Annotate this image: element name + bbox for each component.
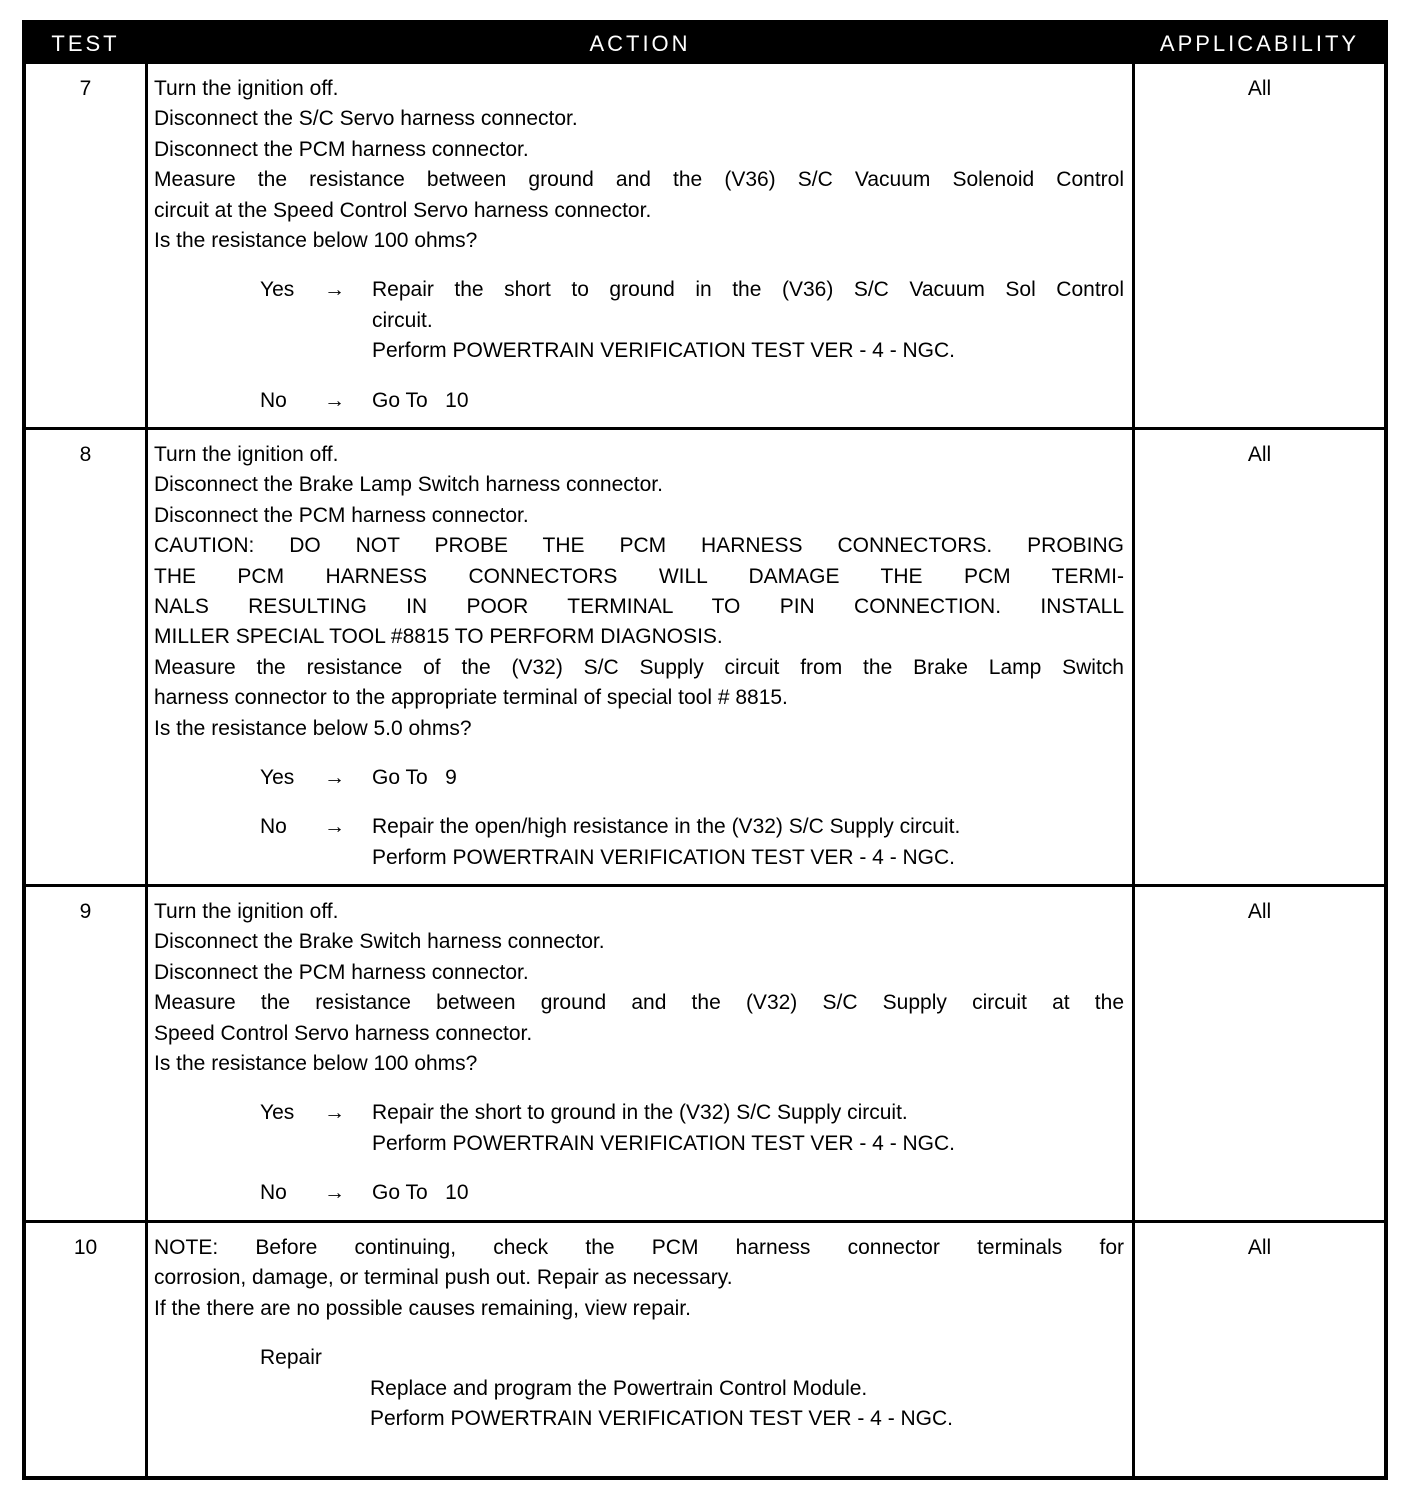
test-8-action <box>154 440 1124 873</box>
yes-response <box>154 275 1124 366</box>
caution-line: MILLER SPECIAL TOOL #8815 TO PERFORM DIAGNOSIS. <box>154 625 723 649</box>
row-divider <box>26 427 1384 430</box>
response-text: Go To 10 <box>372 1181 469 1205</box>
applicability-value: All <box>1247 900 1272 923</box>
action-line: harness connector to the appropriate terminal of special tool # 8815. <box>154 686 788 710</box>
action-line: Disconnect the PCM harness connector. <box>154 960 529 984</box>
arrow-icon: → <box>324 1101 345 1125</box>
table-header <box>26 24 1384 64</box>
test-number: 8 <box>79 443 92 466</box>
yes-response <box>154 763 1124 793</box>
caution-line: NALS RESULTING IN POOR TERMINAL TO PIN CONNECTION. INSTALL <box>154 595 1124 619</box>
response-text: Repair the short to ground in the (V32) S/C Supply circuit. <box>372 1101 908 1125</box>
response-text: Repair the short to ground in the (V36) S/C Vacuum Sol Control <box>372 278 1124 302</box>
arrow-icon: → <box>324 388 345 412</box>
arrow-icon: → <box>324 815 345 839</box>
action-line: Measure the resistance between ground and the (V32) S/C Supply circuit at the <box>154 991 1124 1015</box>
action-line: Is the resistance below 5.0 ohms? <box>154 716 472 740</box>
response-text: Perform POWERTRAIN VERIFICATION TEST VER - 4 - NGC. <box>372 1131 956 1155</box>
diagnostic-table <box>22 20 1388 1480</box>
action-line: Disconnect the PCM harness connector. <box>154 137 529 161</box>
no-label: No <box>260 388 287 412</box>
applicability-value: All <box>1247 1236 1272 1259</box>
action-line: Is the resistance below 100 ohms? <box>154 1052 478 1076</box>
action-line: Disconnect the Brake Lamp Switch harness connector. <box>154 473 663 497</box>
test-number: 9 <box>79 900 92 923</box>
response-text: Repair the open/high resistance in the (V32) S/C Supply circuit. <box>372 815 961 839</box>
test-number: 10 <box>73 1236 98 1259</box>
response-text: Perform POWERTRAIN VERIFICATION TEST VER - 4 - NGC. <box>372 845 956 869</box>
note-line: NOTE: Before continuing, check the PCM harness connector terminals for <box>154 1236 1124 1259</box>
header-action: ACTION <box>589 31 691 56</box>
action-line: circuit at the Speed Control Servo harness connector. <box>154 198 652 222</box>
action-line: Is the resistance below 100 ohms? <box>154 229 478 253</box>
column-divider <box>145 64 148 1476</box>
test-9-action <box>154 897 1124 1209</box>
action-line: Speed Control Servo harness connector. <box>154 1021 533 1045</box>
action-line: Measure the resistance of the (V32) S/C Supply circuit from the Brake Lamp Switch <box>154 655 1124 679</box>
response-text: Perform POWERTRAIN VERIFICATION TEST VER - 4 - NGC. <box>372 339 956 363</box>
action-line: Turn the ignition off. <box>154 77 339 100</box>
yes-label: Yes <box>260 766 295 790</box>
header-test: TEST <box>51 31 120 56</box>
no-response <box>154 386 1124 416</box>
yes-label: Yes <box>260 278 295 302</box>
test-number: 7 <box>79 77 92 100</box>
action-line: Disconnect the S/C Servo harness connector. <box>154 107 578 131</box>
action-line: Disconnect the PCM harness connector. <box>154 503 529 527</box>
arrow-icon: → <box>324 1181 345 1205</box>
action-line: If the there are no possible causes remaining, view repair. <box>154 1296 691 1320</box>
row-divider <box>26 884 1384 887</box>
no-label: No <box>260 815 287 839</box>
no-response <box>154 1178 1124 1208</box>
column-divider <box>1132 64 1135 1476</box>
test-10-action <box>154 1233 1124 1434</box>
test-7-action <box>154 74 1124 416</box>
applicability-value: All <box>1247 443 1272 466</box>
repair-label: Repair <box>260 1346 322 1370</box>
row-divider <box>26 1220 1384 1223</box>
yes-label: Yes <box>260 1101 295 1125</box>
action-line: Turn the ignition off. <box>154 443 339 466</box>
response-text: Go To 10 <box>372 388 469 412</box>
action-line: Disconnect the Brake Switch harness connector. <box>154 930 605 954</box>
yes-response <box>154 1098 1124 1159</box>
repair-text: Replace and program the Powertrain Control Module. <box>370 1376 868 1400</box>
action-line: Turn the ignition off. <box>154 900 339 923</box>
caution-line: THE PCM HARNESS CONNECTORS WILL DAMAGE THE PCM TERMI- <box>154 564 1124 588</box>
arrow-icon: → <box>324 278 345 302</box>
applicability-value: All <box>1247 77 1272 100</box>
header-applicability: APPLICABILITY <box>1159 31 1360 56</box>
repair-text: Perform POWERTRAIN VERIFICATION TEST VER - 4 - NGC. <box>370 1407 954 1431</box>
response-text: circuit. <box>372 308 433 332</box>
no-response <box>154 812 1124 873</box>
action-line: Measure the resistance between ground and the (V36) S/C Vacuum Solenoid Control <box>154 168 1124 192</box>
response-text: Go To 9 <box>372 766 457 790</box>
arrow-icon: → <box>324 766 345 790</box>
note-line: corrosion, damage, or terminal push out. Repair as necessary. <box>154 1266 733 1290</box>
no-label: No <box>260 1181 287 1205</box>
caution-line: CAUTION: DO NOT PROBE THE PCM HARNESS CONNECTORS. PROBING <box>154 534 1124 558</box>
